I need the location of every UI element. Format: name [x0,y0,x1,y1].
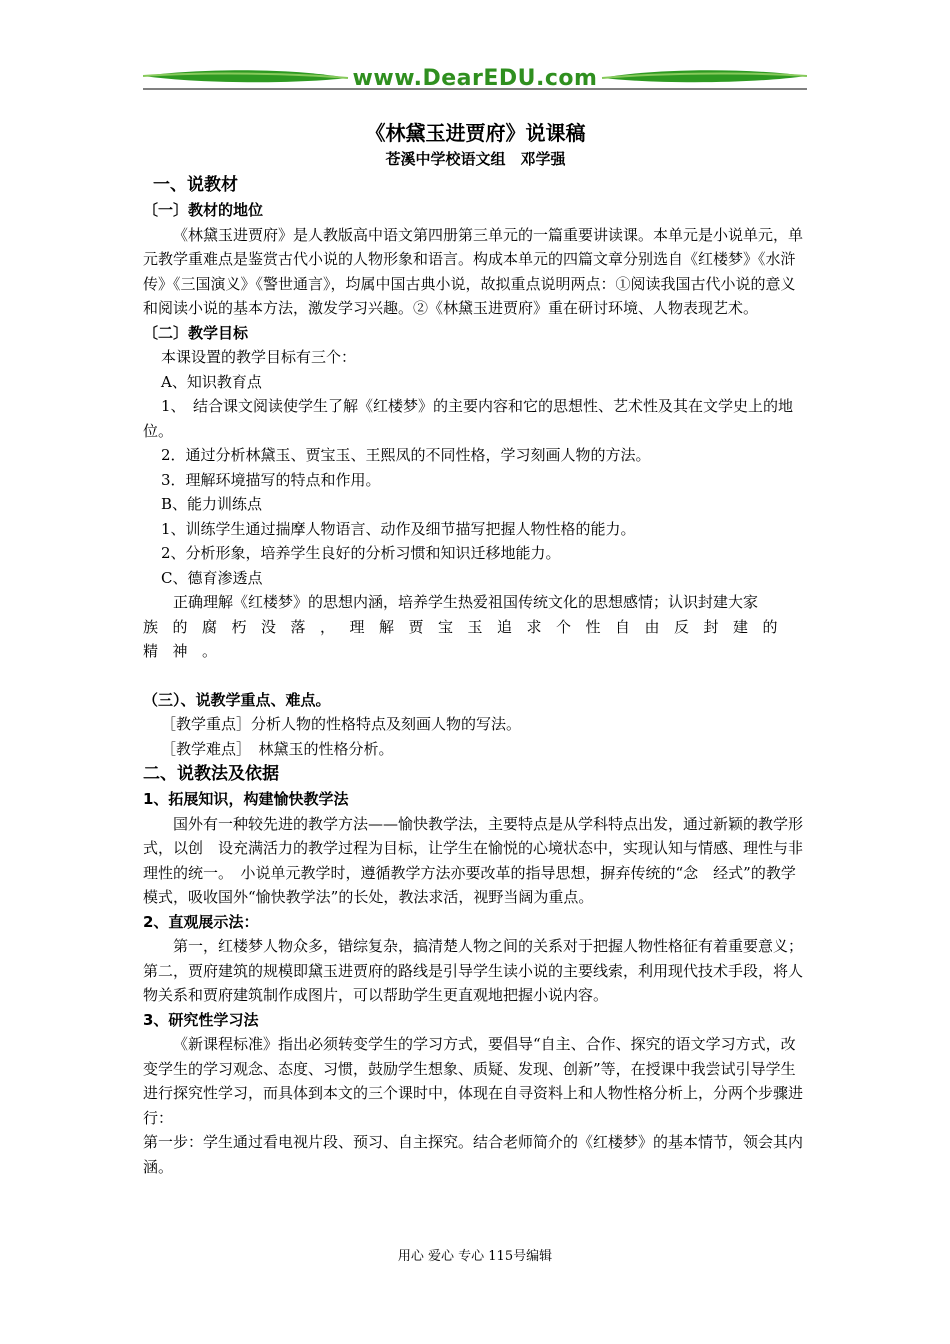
document-body [143,118,808,1179]
list-heading: A、知识教育点 [161,372,262,391]
section-heading-1: 一、说教材 [153,175,238,195]
paragraph: 族的腐朽没落，理解贾宝玉追求个性自由反封建的精神。 [143,617,793,660]
paragraph: ［教学重点］分析人物的性格特点及刻画人物的写法。 [161,715,522,733]
paragraph: ［教学难点］ 林黛玉的性格分析。 [161,739,394,758]
list-item: 1、 结合课文阅读使学生了解《红楼梦》的主要内容和它的思想性、艺术性及其在文学史上的地位。 [143,397,794,440]
list-item: 1、训练学生通过揣摩人物语言、动作及细节描写把握人物性格的能力。 [161,519,636,538]
document-title: 《林黛玉进贾府》说课稿 [365,121,586,145]
subsection-heading: 〔二〕教学目标 [143,323,249,342]
site-brand: www.DearEDU.com [352,66,598,91]
site-header [143,64,807,94]
subsection-heading: 1、拓展知识，构建愉快教学法 [143,790,349,808]
page-footer: 用心 爱心 专心 115号编辑 [397,1249,553,1264]
section-heading-2: 二、说教法及依据 [143,764,279,784]
paragraph: 《新课程标准》指出必须转变学生的学习方式，要倡导“自主、合作、探究的语文学习方式，改变学生的学习观念、态度、习惯，鼓励学生想象、质疑、发现、创新”等，在授课中我尝试引导学生进行探究性学习，而具体到本文的三个课时中，体现在自寻资料上和人物性格分析上，分两个步骤进行： [143,1035,804,1127]
paragraph: 第一步：学生通过看电视片段、预习、自主探究。结合老师简介的《红楼梦》的基本情节，领会其内涵。 [143,1133,804,1176]
paragraph: 第一，红楼梦人物众多，错综复杂，搞清楚人物之间的关系对于把握人物性格征有着重要意义；第二，贾府建筑的规模即黛玉进贾府的路线是引导学生读小说的主要线索，利用现代技术手段，将人物关系和贾府建筑制作成图片，可以帮助学生更直观地把握小说内容。 [143,937,804,1004]
list-item: 2．通过分析林黛玉、贾宝玉、王熙凤的不同性格，学习刻画人物的方法。 [161,446,651,464]
subsection-heading: 2、直观展示法： [143,912,259,931]
list-heading: B、能力训练点 [161,495,263,513]
list-item: 2、分析形象，培养学生良好的分析习惯和知识迁移地能力。 [161,544,561,562]
paragraph: 国外有一种较先进的教学方法——愉快教学法，主要特点是从学科特点出发，通过新颖的教学形式，以创 设充满活力的教学过程为目标，让学生在愉悦的心境状态中，实现认知与情感、理性与非理性的统一。 小说单元教学时，遵循教学方法亦要改革的指导思想，摒弃传统的“念 经式”的教学模式，吸收国外“愉快教学法”的长处，教法求活，视野当阔为重点。 [143,814,804,906]
list-heading: C、德育渗透点 [161,568,263,587]
list-item: 3．理解环境描写的特点和作用。 [161,470,381,489]
paragraph: 正确理解《红楼梦》的思想内涵，培养学生热爱祖国传统文化的思想感情；认识封建大家 [173,593,759,611]
subsection-heading: 3、研究性学习法 [143,1010,259,1029]
paragraph: 《林黛玉进贾府》是人教版高中语文第四册第三单元的一篇重要讲读课。本单元是小说单元，单元教学重难点是鉴赏古代小说的人物形象和语言。构成本单元的四篇文章分别选自《红楼梦》《水浒传》《三国演义》《警世通言》，均属中国古典小说，故拟重点说明两点：①阅读我国古代小说的意义和阅读小说的基本方法，激发学习兴趣。②《林黛玉进贾府》重在研讨环境、人物表现艺术。 [143,225,804,317]
document-author: 苍溪中学校语文组 邓学强 [385,150,566,168]
paragraph: 本课设置的教学目标有三个： [161,348,357,366]
subsection-heading: 〔一〕教材的地位 [143,201,264,219]
subsection-heading: （三）、说教学重点、难点。 [143,690,331,709]
